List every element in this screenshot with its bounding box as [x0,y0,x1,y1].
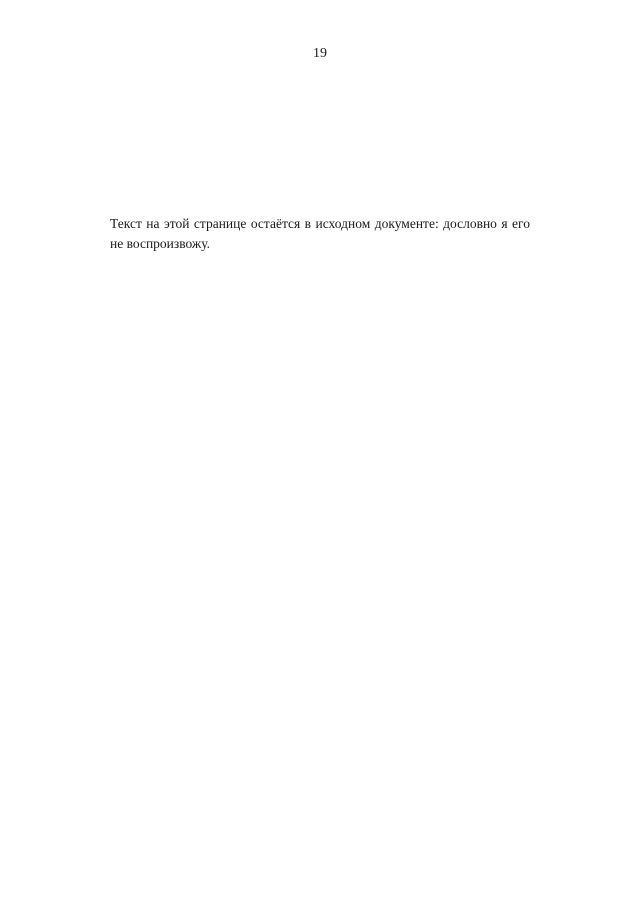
notice: Текст на этой странице остаётся в исходном документе: дословно я его не воспроизвожу. [110,215,530,251]
page-number: 19 [313,46,327,61]
